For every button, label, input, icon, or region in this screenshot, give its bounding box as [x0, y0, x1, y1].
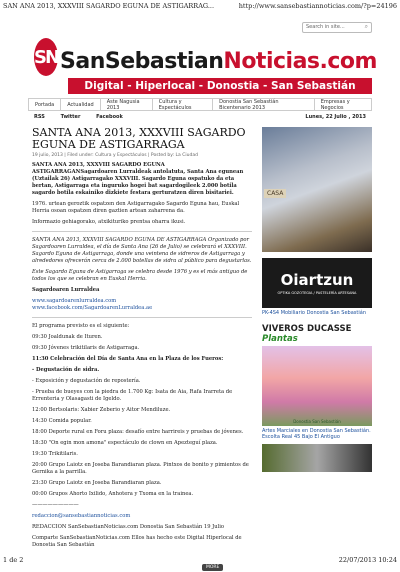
divider — [32, 231, 252, 232]
logo-name-a: SanSebastian — [60, 49, 224, 74]
program-12: 23:30 Grupo Laiotz en Joseba Barandiaran plaza. — [32, 480, 162, 486]
ad-viveros-title[interactable] — [262, 324, 372, 344]
nav-item-aste-nagusia[interactable]: Aste Nagusia 2013 — [101, 99, 153, 110]
print-datetime: 22/07/2013 10:24 — [338, 556, 397, 564]
ad-oiartzun-title: Oiartzun — [280, 271, 354, 289]
facebook-link[interactable]: Facebook — [96, 114, 123, 120]
nav-item-cultura[interactable]: Cultura y Espectáculos — [153, 99, 213, 110]
program-8: 18:00 Deporte rural en Foru plaza: desafío entre harrireis y pruebas de jóvenes. — [32, 429, 244, 435]
program-2: 11:30 Celebración del Día de Santa Ana en la Plaza de los Fueros: — [32, 356, 224, 362]
main-area — [28, 127, 372, 572]
nav-item-portada[interactable]: Portada — [29, 99, 61, 110]
nav-item-empresas[interactable]: Empresas y Negocios — [320, 98, 350, 111]
social-links — [34, 114, 137, 120]
article-p4: SANTA ANA 2013, XXXVIII SAGARDO EGUNA DE ASTIGARRAGA Organizado por Sagardoaren Lurraldea, el día de Santa Ana (26 de Julio) se celebrará el XXXVIII. Sagardo Eguna de Astigarraga, donde una veintena de sidreros de Astigarraga y alrededores ofrecerán cerca de 2.000 botellas de sidra al público para degustarlas. — [32, 237, 252, 264]
print-title: SAN ANA 2013, XXXVIII SAGARDO EGUNA DE ASTIGARRAG... — [3, 2, 215, 10]
article-meta: 19 julio, 2013 | Filed under: Cultura y Espectáculos | Posted by: La Ciudad — [32, 153, 198, 158]
tagline-bar: Digital - Hiperlocal - Donostia - San Sebastián — [68, 78, 372, 94]
ad-bottom-image[interactable] — [262, 444, 372, 472]
print-url: http://www.sansebastiannoticias.com/?p=24196 — [238, 2, 397, 10]
article — [28, 127, 256, 572]
article-p1: SANTA ANA 2013, XXXVIII SAGARDO EGUNA ASTIGARRAGANSagardoaren Lurraldeak antolatuta, Santa Ana egunean (Uztailak 26) Astigarragako XXXVIII. Sagardo Eguna ospatuko da eta bertan, Astigarraga eta inguruko hogei bat sagardogileek 2.000 botila sagardo botila eskainiko dizkiete festara gerturatzen diren bisitariei. — [32, 162, 244, 196]
link-web-text: www.sagardoarenlurraldea.com — [32, 298, 117, 304]
nav-item-bicentenario[interactable]: Donostia San Sebastián Bicentenario 2013 — [213, 99, 315, 110]
site-logo[interactable] — [28, 36, 377, 76]
article-title[interactable]: SANTA ANA 2013, XXXVIII SAGARDO EGUNA DE ASTIGARRAGA — [32, 126, 246, 151]
sidebar — [262, 127, 372, 572]
logo-name-b: Noticias.com — [223, 49, 377, 74]
program-9: 18:30 "On egin mon amona" espectáculo de clown en Apezteguí plaza. — [32, 440, 218, 446]
search-input[interactable] — [302, 22, 372, 33]
article-photo[interactable] — [262, 127, 372, 252]
photo-sign: CASA — [264, 189, 286, 198]
link-facebook[interactable]: www.facebook.com/SagardoarenLurraldea.ae — [32, 305, 153, 311]
program-6: 12:00 Bertsolaris: Xabier Zeberio y Aitor Mendiluze. — [32, 407, 171, 413]
program-5: - Prueba de bueyes con la piedra de 1.700 Kg: Isata de Aia, Rafa Irarreta de Errenteria y Olasagasti de Igeldo. — [32, 389, 233, 402]
logo-wordmark — [60, 48, 377, 76]
divider — [32, 317, 252, 318]
separator: ————————— — [32, 502, 79, 508]
sub-nav — [28, 111, 372, 123]
redaction-line: REDACCION SanSebastianNoticias.com Donostia San Sebastián 19 Julio — [32, 524, 225, 530]
article-p5: Este Sagardo Eguna de Astigarraga se celebra desde 1976 y es el más antiguo de todos los que se celebran en Euskal Herria. — [32, 269, 248, 282]
article-p6: Sagardoaren Lurraldea — [32, 287, 100, 293]
viveros-img-label: Donostia San Sebastián — [293, 419, 341, 424]
print-header — [0, 0, 400, 12]
current-date: Lunes, 22 Julio , 2013 — [305, 114, 366, 120]
search-row — [28, 20, 372, 34]
main-nav — [28, 98, 372, 111]
print-footer — [0, 554, 400, 566]
search-icon[interactable]: ⌕ — [364, 23, 368, 30]
program-3: - Degustación de sidra. — [32, 367, 100, 373]
article-p2: 1976. urtean geroztik ospatzen den Astigarragako Sagardo Eguna hau, Euskal Herria osoan ospatzen diren gaztien artean zaharrena da. — [32, 201, 240, 214]
ad-oiartzun-banner[interactable] — [262, 258, 372, 308]
program-intro: El programa previsto es el siguiente: — [32, 323, 130, 329]
article-p3: Informazio gehiagorako, atxikituriko prentsa oharra ikusi. — [32, 219, 186, 225]
nav-item-actualidad[interactable]: Actualidad — [61, 99, 100, 110]
rss-link[interactable]: RSS — [34, 114, 45, 120]
program-11: 20:00 Grupo Laiotz en Joseba Barandiaran plaza. Pintxos de bonito y pimientos de Gernika a la parrilla. — [32, 462, 249, 475]
logo-badge: SN — [34, 38, 58, 76]
program-4: - Exposición y degustación de repostería. — [32, 378, 141, 384]
search-placeholder: Search in site... — [306, 24, 345, 30]
ad-viveros-image[interactable] — [262, 346, 372, 426]
program-1: 09:30 Jóvenes trikitilaris de Astigarraga. — [32, 345, 140, 351]
viveros-b: Plantas — [262, 334, 298, 344]
viveros-a: VIVEROS DUCASSE — [262, 324, 352, 334]
link-web[interactable] — [32, 298, 252, 312]
email-link[interactable]: redaccion@sansebastiannoticias.com — [32, 513, 131, 519]
twitter-link[interactable]: Twitter — [60, 114, 81, 120]
page — [28, 20, 377, 572]
program-0: 09:30 Joaldunak de Ituren. — [32, 334, 103, 340]
program-10: 19:30 Trikitilaris. — [32, 451, 78, 457]
program-13: 00:00 Grupos Ahorto Ixilido, Anhotera y Txoma en la trainea. — [32, 491, 194, 497]
program-7: 14:30 Comida popular. — [32, 418, 92, 424]
ad-viveros-caption[interactable]: Artes Marciales en Donostia San Sebastián. Escolta Real 45 Bajo El Antiguo — [262, 428, 371, 440]
more-button[interactable]: MORE — [202, 564, 223, 571]
share-line: Comparte SanSebastianNoticias.com Ellos has hecho este Digital Hiperlocal de Donostia San Sebastián — [32, 535, 242, 548]
print-page: 1 de 2 — [3, 556, 24, 564]
ad-oiartzun-sub: OPTIKA GOZOTEGIA / PASTELERÍA ARTESANA — [277, 291, 357, 295]
ad-oiartzun[interactable] — [262, 258, 372, 316]
ad-oiartzun-caption[interactable]: PK-4S4 Mobiliario Donostia San Sebastián — [262, 310, 366, 316]
